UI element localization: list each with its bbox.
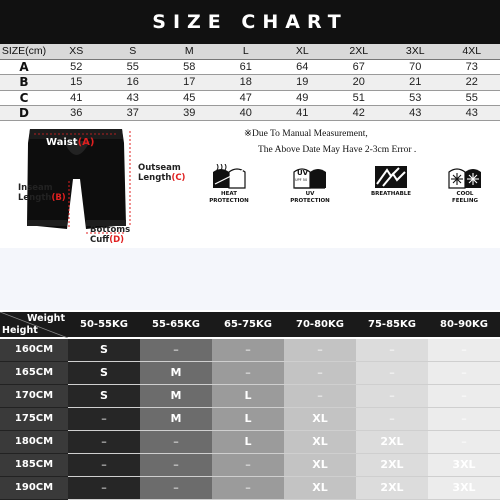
measurement-cell: 55 — [105, 59, 162, 74]
measurement-cell: 47 — [218, 90, 275, 105]
feature-heat-protection — [196, 164, 262, 204]
measurement-cell: 42 — [331, 106, 388, 121]
size-recommendation-cell: – — [428, 407, 500, 430]
shorts-diagram — [0, 121, 205, 247]
row-label: D — [0, 106, 48, 121]
weight-header: 55-65KG — [140, 312, 212, 338]
size-recommendation-cell: S — [68, 384, 140, 407]
size-recommendation-cell: 3XL — [428, 476, 500, 499]
measurement-note — [244, 126, 500, 158]
height-label: 165CM — [0, 361, 68, 384]
feature-cool-feeling — [432, 164, 498, 204]
measurement-cell: 73 — [444, 59, 500, 74]
weight-header: 70-80KG — [284, 312, 356, 338]
weight-table-row — [0, 430, 500, 453]
size-recommendation-cell: L — [212, 384, 284, 407]
size-recommendation-cell: – — [284, 361, 356, 384]
size-recommendation-cell: – — [428, 338, 500, 361]
size-header: 2XL — [331, 44, 388, 59]
measurement-cell: 64 — [274, 59, 331, 74]
size-chart-title: SIZE CHART — [0, 0, 500, 44]
measurement-cell: 61 — [218, 59, 275, 74]
size-recommendation-cell: – — [356, 384, 428, 407]
size-recommendation-cell: S — [68, 338, 140, 361]
measurement-row-d — [0, 106, 500, 121]
breathable-icon — [373, 164, 409, 190]
height-label: 190CM — [0, 476, 68, 499]
measurement-cell: 39 — [161, 106, 218, 121]
waist-label: Waist(A) — [46, 137, 95, 148]
measurement-cell: 45 — [161, 90, 218, 105]
size-header: 3XL — [387, 44, 444, 59]
measurement-cell: 49 — [274, 90, 331, 105]
upf-badge-text: UPF 50 — [295, 178, 308, 182]
weight-height-table — [0, 312, 500, 500]
weight-table-row — [0, 338, 500, 361]
weight-header: 80-90KG — [428, 312, 500, 338]
measurement-cell: 41 — [48, 90, 105, 105]
size-recommendation-cell: L — [212, 407, 284, 430]
size-recommendation-cell: 2XL — [356, 476, 428, 499]
feature-breathable — [358, 164, 424, 198]
size-header: 4XL — [444, 44, 500, 59]
size-recommendation-cell: XL — [284, 430, 356, 453]
size-recommendation-cell: – — [428, 384, 500, 407]
size-recommendation-cell: XL — [284, 476, 356, 499]
measurement-cell: 18 — [218, 75, 275, 90]
feature-label: PROTECTION — [290, 198, 330, 204]
size-recommendation-cell: – — [140, 453, 212, 476]
measurement-cell: 43 — [387, 106, 444, 121]
weight-header: 50-55KG — [68, 312, 140, 338]
feature-label: UV — [305, 191, 315, 197]
size-recommendation-cell: – — [356, 407, 428, 430]
measurement-cell: 16 — [105, 75, 162, 90]
size-header: M — [161, 44, 218, 59]
height-corner-label: Height — [2, 325, 38, 336]
feature-uv-protection — [277, 164, 343, 204]
measurement-cell: 40 — [218, 106, 275, 121]
size-recommendation-cell: – — [212, 476, 284, 499]
uv-protection-icon — [292, 164, 328, 190]
size-recommendation-cell: – — [284, 384, 356, 407]
cool-feeling-icon — [447, 164, 483, 190]
measurement-header-row — [0, 44, 500, 59]
measurement-cell: 43 — [444, 106, 500, 121]
size-recommendation-cell: – — [68, 476, 140, 499]
measurement-cell: 70 — [387, 59, 444, 74]
size-recommendation-cell: XL — [284, 407, 356, 430]
weight-height-corner — [0, 312, 68, 338]
weight-table-row — [0, 476, 500, 499]
size-recommendation-cell: – — [428, 361, 500, 384]
size-recommendation-cell: – — [428, 430, 500, 453]
measurement-cell: 53 — [387, 90, 444, 105]
measurement-row-c — [0, 90, 500, 105]
measurement-cell: 67 — [331, 59, 388, 74]
outseam-label: Outseam Length(C) — [138, 163, 186, 183]
size-recommendation-cell: S — [68, 361, 140, 384]
feature-label: HEAT — [221, 191, 237, 197]
weight-header: 75-85KG — [356, 312, 428, 338]
size-recommendation-cell: – — [212, 361, 284, 384]
note-line: The Above Date May Have 2-3cm Error . — [258, 145, 417, 155]
measurement-cell: 22 — [444, 75, 500, 90]
row-label: A — [0, 59, 48, 74]
measurement-cell: 41 — [274, 106, 331, 121]
weight-table-row — [0, 384, 500, 407]
bottoms-cuff-label: Bottoms Cuff(D) — [90, 225, 131, 245]
size-recommendation-cell: M — [140, 407, 212, 430]
measurement-cell: 52 — [48, 59, 105, 74]
weight-header: 65-75KG — [212, 312, 284, 338]
inseam-label: Inseam Length(B) — [18, 183, 66, 203]
weight-table-row — [0, 361, 500, 384]
size-recommendation-cell: – — [356, 361, 428, 384]
measurement-cell: 36 — [48, 106, 105, 121]
measurement-cell: 17 — [161, 75, 218, 90]
height-label: 185CM — [0, 453, 68, 476]
size-recommendation-cell: – — [356, 338, 428, 361]
measurement-cell: 21 — [387, 75, 444, 90]
size-header: L — [218, 44, 275, 59]
size-recommendation-cell: – — [212, 453, 284, 476]
size-header: S — [105, 44, 162, 59]
size-header: XL — [274, 44, 331, 59]
feature-label: COOL — [456, 191, 474, 197]
height-label: 180CM — [0, 430, 68, 453]
row-label: C — [0, 90, 48, 105]
size-recommendation-cell: – — [68, 453, 140, 476]
size-recommendation-cell: – — [140, 430, 212, 453]
size-recommendation-cell: – — [68, 407, 140, 430]
measurement-table — [0, 44, 500, 121]
weight-header-row — [0, 312, 500, 338]
size-recommendation-cell: L — [212, 430, 284, 453]
size-recommendation-cell: – — [68, 430, 140, 453]
height-label: 160CM — [0, 338, 68, 361]
measurement-cell: 37 — [105, 106, 162, 121]
measurement-cell: 58 — [161, 59, 218, 74]
measurement-cell: 43 — [105, 90, 162, 105]
size-recommendation-cell: – — [140, 476, 212, 499]
height-label: 175CM — [0, 407, 68, 430]
feature-label: FEELING — [452, 198, 478, 204]
measurement-row-b — [0, 75, 500, 90]
unit-header: SIZE(cm) — [1, 45, 47, 58]
heat-protection-icon — [211, 164, 247, 190]
feature-label: BREATHABLE — [370, 191, 412, 197]
size-recommendation-cell: – — [284, 338, 356, 361]
note-line: ※Due To Manual Measurement, — [244, 129, 368, 139]
row-label: B — [0, 75, 48, 90]
weight-table-row — [0, 407, 500, 430]
measurement-cell: 51 — [331, 90, 388, 105]
weight-corner-label: Weight — [27, 313, 65, 324]
uv-badge-text: UV — [297, 169, 309, 177]
size-recommendation-cell: 2XL — [356, 430, 428, 453]
size-recommendation-cell: – — [212, 338, 284, 361]
size-recommendation-cell: 2XL — [356, 453, 428, 476]
measurement-cell: 55 — [444, 90, 500, 105]
size-recommendation-cell: M — [140, 361, 212, 384]
measurement-cell: 19 — [274, 75, 331, 90]
spacer-band — [0, 248, 500, 310]
size-recommendation-cell: – — [140, 338, 212, 361]
measurement-row-a — [0, 59, 500, 74]
feature-label: PROTECTION — [209, 198, 249, 204]
measurement-cell: 15 — [48, 75, 105, 90]
size-recommendation-cell: M — [140, 384, 212, 407]
height-label: 170CM — [0, 384, 68, 407]
weight-table-row — [0, 453, 500, 476]
size-recommendation-cell: 3XL — [428, 453, 500, 476]
measurement-cell: 20 — [331, 75, 388, 90]
size-header: XS — [48, 44, 105, 59]
size-recommendation-cell: XL — [284, 453, 356, 476]
